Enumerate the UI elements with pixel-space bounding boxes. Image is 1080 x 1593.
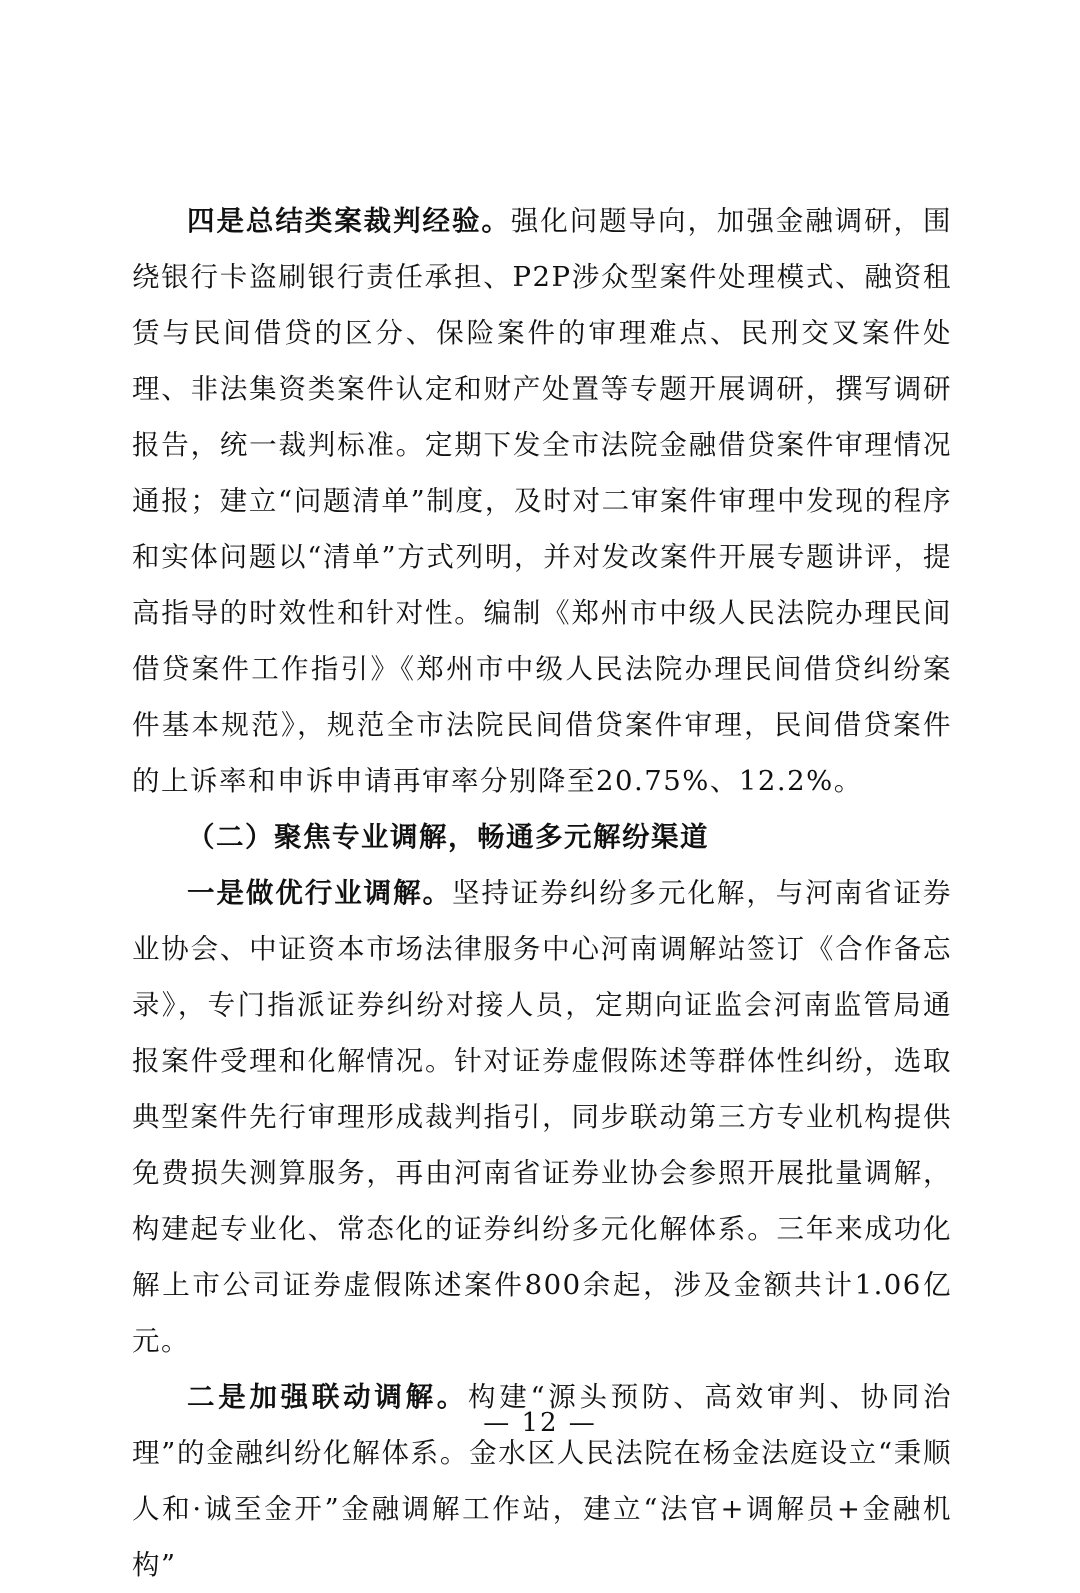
page-number: — 12 — bbox=[483, 1408, 597, 1438]
document-body bbox=[132, 193, 952, 1593]
paragraph-text: 坚持证券纠纷多元化解，与河南省证券业协会、中证资本市场法律服务中心河南调解站签订《合作备忘录》，专门指派证券纠纷对接人员，定期向证监会河南监管局通报案件受理和化解情况。针对证券虚假陈述等群体性纠纷，选取典型案件先行审理形成裁判指引，同步联动第三方专业机构提供免费损失测算服务，再由河南省证券业协会参照开展批量调解，构建起专业化、常态化的证券纠纷多元化解体系。三年来成功化解上市公司证券虚假陈述案件800余起，涉及金额共计1.06亿元。 bbox=[132, 877, 953, 1357]
paragraph-industry-mediation bbox=[132, 865, 952, 1369]
paragraph-lead: 二是加强联动调解。 bbox=[187, 1381, 469, 1413]
paragraph-linked-mediation bbox=[132, 1369, 952, 1593]
section-heading: （二）聚焦专业调解，畅通多元解纷渠道 bbox=[187, 821, 709, 853]
paragraph-lead: 四是总结类案裁判经验。 bbox=[187, 205, 511, 237]
paragraph-summarize-experience bbox=[132, 193, 952, 809]
paragraph-text: 强化问题导向，加强金融调研，围绕银行卡盗刷银行责任承担、P2P涉众型案件处理模式、融资租赁与民间借贷的区分、保险案件的审理难点、民刑交叉案件处理、非法集资类案件认定和财产处置等专题开展调研，撰写调研报告，统一裁判标准。定期下发全市法院金融借贷案件审理情况通报；建立“问题清单”制度，及时对二审案件审理中发现的程序和实体问题以“清单”方式列明，并对发改案件开展专题讲评，提高指导的时效性和针对性。编制《郑州市中级人民法院办理民间借贷案件工作指引》《郑州市中级人民法院办理民间借贷纠纷案件基本规范》，规范全市法院民间借贷案件审理，民间借贷案件的上诉率和申诉申请再审率分别降至20.75%、12.2%。 bbox=[132, 205, 953, 797]
paragraph-text: 构建“源头预防、高效审判、协同治理”的金融纠纷化解体系。金水区人民法院在杨金法庭设立“秉顺人和·诚至金开”金融调解工作站，建立“法官+调解员+金融机构” bbox=[132, 1381, 953, 1581]
paragraph-lead: 一是做优行业调解。 bbox=[187, 877, 452, 909]
